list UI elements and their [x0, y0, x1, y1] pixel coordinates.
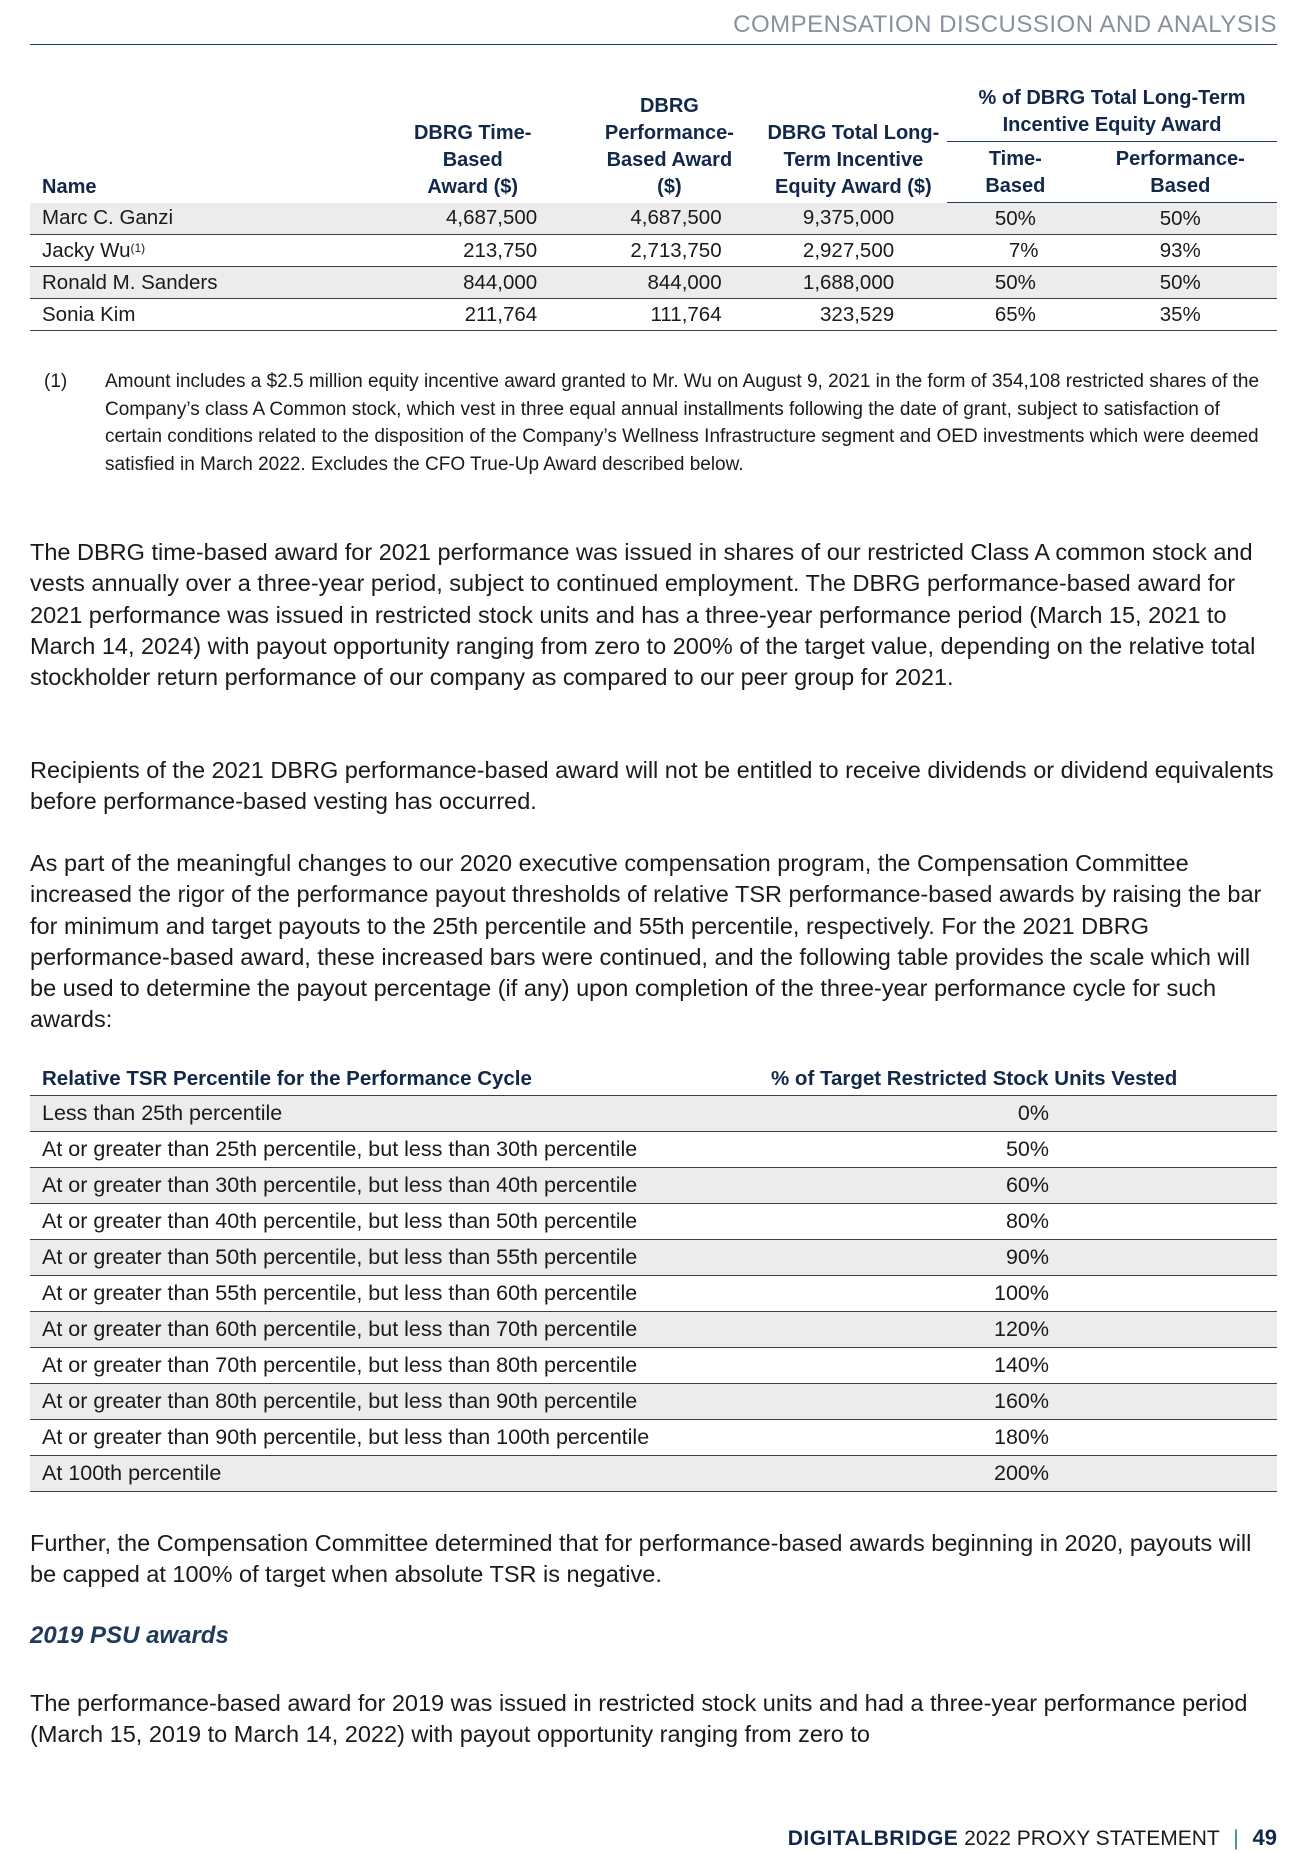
cell-percentile: At or greater than 70th percentile, but less than 80th percentile	[30, 1348, 742, 1384]
col-header-pct-time	[947, 142, 1083, 203]
table-row	[30, 1276, 1277, 1312]
cell-name	[30, 299, 366, 331]
cell-name	[30, 267, 366, 299]
cell-vested: 0%	[742, 1096, 1277, 1132]
tsr-scale-table	[30, 1063, 1277, 1492]
cell-performance-based: 111,764	[579, 299, 759, 331]
table-row	[30, 203, 1277, 235]
cell-total: 1,688,000	[760, 267, 948, 299]
footer-doc-title: 2022 PROXY STATEMENT	[964, 1827, 1220, 1850]
table-row	[30, 1348, 1277, 1384]
footer-separator: |	[1233, 1827, 1239, 1850]
paragraph-2019-psu: The performance-based award for 2019 was issued in restricted stock units and had a three-year performance period (March 15, 2019 to March 14, 2022) with payout opportunity ranging from zero to	[30, 1690, 1248, 1748]
cell-percentile: At or greater than 50th percentile, but less than 55th percentile	[30, 1240, 742, 1276]
table-row	[30, 1420, 1277, 1456]
paragraph-payout-thresholds: As part of the meaningful changes to our 2020 executive compensation program, the Compensation Committee increased the rigor of the performance payout thresholds of relative TSR performance-based awards by raising the bar for minimum and target payouts to the 25th percentile and 55th percentile, respectively. For the 2021 DBRG performance-based award, these increased bars were continued, and the following table provides the scale which will be used to determine the payout percentage (if any) upon completion of the three-year performance cycle for such awards:	[30, 850, 1262, 1033]
cell-total: 323,529	[760, 299, 948, 331]
cell-performance-based: 2,713,750	[579, 235, 759, 267]
paragraph-time-based-award: The DBRG time-based award for 2021 performance was issued in shares of our restricted Class A common stock and vests annually over a three-year period, subject to continued employment. The DBRG performance-based award for 2021 performance was issued in restricted stock units and has a three-year performance period (March 15, 2021 to March 14, 2024) with payout opportunity ranging from zero to 200% of the target value, depending on the relative total stockholder return performance of our company as compared to our peer group for 2021.	[30, 539, 1256, 691]
paragraph-dividends: Recipients of the 2021 DBRG performance-based award will not be entitled to receive dividends or dividend equivalents before performance-based vesting has occurred.	[30, 757, 1274, 815]
table-row	[30, 267, 1277, 299]
cell-pct-performance: 50%	[1084, 267, 1277, 299]
cell-percentile: At 100th percentile	[30, 1456, 742, 1492]
cell-total: 9,375,000	[760, 203, 948, 235]
col-header-total-text: DBRG Total Long-Term Incentive Equity Award ($)	[767, 121, 940, 198]
cell-name	[30, 235, 366, 267]
col-header-time-based	[366, 85, 579, 203]
table-row	[30, 1456, 1277, 1492]
col-header-pct-performance	[1084, 142, 1277, 203]
table-row	[30, 1384, 1277, 1420]
footnote-text: Amount includes a $2.5 million equity incentive award granted to Mr. Wu on August 9, 2021 in the form of 354,108 restricted shares of the Company’s class A Common stock, which vest in three equal annual installments following the date of grant, subject to satisfaction of certain conditions related to the disposition of the Company’s Wellness Infrastructure segment and OED investments which were deemed satisfied in March 2022. Excludes the CFO True-Up Award described below.	[105, 371, 1260, 475]
cell-pct-performance: 50%	[1084, 203, 1277, 235]
cell-name-text: Marc C. Ganzi	[42, 206, 173, 230]
cell-percentile: At or greater than 40th percentile, but less than 50th percentile	[30, 1204, 742, 1240]
cell-percentile: At or greater than 90th percentile, but less than 100th percentile	[30, 1420, 742, 1456]
col-header-vested: % of Target Restricted Stock Units Vested	[742, 1063, 1277, 1096]
table-row	[30, 1168, 1277, 1204]
cell-percentile: At or greater than 55th percentile, but less than 60th percentile	[30, 1276, 742, 1312]
footer-brand: DIGITALBRIDGE	[787, 1827, 959, 1850]
col-header-pct-performance-text: Performance-Based	[1115, 148, 1245, 197]
cell-pct-performance: 93%	[1084, 235, 1277, 267]
cell-percentile: At or greater than 60th percentile, but less than 70th percentile	[30, 1312, 742, 1348]
footnote-mark: (1)	[44, 371, 68, 392]
page-footer	[788, 1823, 1277, 1853]
cell-vested: 140%	[742, 1348, 1277, 1384]
cell-vested: 100%	[742, 1276, 1277, 1312]
cell-time-based: 4,687,500	[366, 203, 579, 235]
cell-vested: 160%	[742, 1384, 1277, 1420]
running-header: COMPENSATION DISCUSSION AND ANALYSIS	[30, 8, 1277, 45]
col-header-percentile: Relative TSR Percentile for the Performance Cycle	[30, 1063, 742, 1096]
cell-vested: 180%	[742, 1420, 1277, 1456]
cell-performance-based: 4,687,500	[579, 203, 759, 235]
cell-name-text: Ronald M. Sanders	[42, 270, 218, 294]
cell-time-based: 211,764	[366, 299, 579, 331]
cell-percentile: At or greater than 80th percentile, but less than 90th percentile	[30, 1384, 742, 1420]
cell-vested: 80%	[742, 1204, 1277, 1240]
cell-time-based: 213,750	[366, 235, 579, 267]
col-header-time-based-text: DBRG Time-Based Award ($)	[413, 121, 532, 198]
col-header-pct-group-text: % of DBRG Total Long-Term Incentive Equity Award	[978, 87, 1246, 136]
cell-pct-time: 50%	[947, 203, 1083, 235]
cell-name-text: Sonia Kim	[42, 302, 136, 326]
col-header-performance-based	[579, 85, 759, 203]
cell-percentile: At or greater than 25th percentile, but less than 30th percentile	[30, 1132, 742, 1168]
cell-pct-time: 7%	[947, 235, 1083, 267]
footnote	[30, 368, 1277, 478]
cell-time-based: 844,000	[366, 267, 579, 299]
col-header-pct-time-text: Time-Based	[985, 148, 1046, 197]
cell-vested: 90%	[742, 1240, 1277, 1276]
cell-total: 2,927,500	[760, 235, 948, 267]
table-row	[30, 1204, 1277, 1240]
table-row	[30, 1096, 1277, 1132]
subheading-2019-psu: 2019 PSU awards	[30, 1622, 229, 1649]
col-header-name: Name	[42, 175, 97, 198]
cell-name	[30, 203, 366, 235]
table-row	[30, 1132, 1277, 1168]
table-row	[30, 299, 1277, 331]
cell-vested: 60%	[742, 1168, 1277, 1204]
cell-pct-time: 65%	[947, 299, 1083, 331]
table-row	[30, 235, 1277, 267]
col-header-performance-based-text: DBRG Performance-Based Award ($)	[604, 94, 734, 198]
cell-pct-performance: 35%	[1084, 299, 1277, 331]
cell-pct-time: 50%	[947, 267, 1083, 299]
cell-vested: 120%	[742, 1312, 1277, 1348]
cell-percentile: At or greater than 30th percentile, but less than 40th percentile	[30, 1168, 742, 1204]
table-row	[30, 1312, 1277, 1348]
col-header-pct-group	[947, 85, 1277, 142]
page-number: 49	[1252, 1825, 1277, 1850]
col-header-total	[760, 85, 948, 203]
cell-performance-based: 844,000	[579, 267, 759, 299]
cell-vested: 200%	[742, 1456, 1277, 1492]
cell-vested: 50%	[742, 1132, 1277, 1168]
cell-name-text: Jacky Wu	[42, 238, 131, 262]
paragraph-negative-tsr-cap: Further, the Compensation Committee determined that for performance-based awards beginning in 2020, payouts will be capped at 100% of target when absolute TSR is negative.	[30, 1530, 1252, 1588]
award-table	[30, 85, 1277, 331]
footnote-ref: (1)	[130, 240, 146, 255]
table-row	[30, 1240, 1277, 1276]
cell-percentile: Less than 25th percentile	[30, 1096, 742, 1132]
